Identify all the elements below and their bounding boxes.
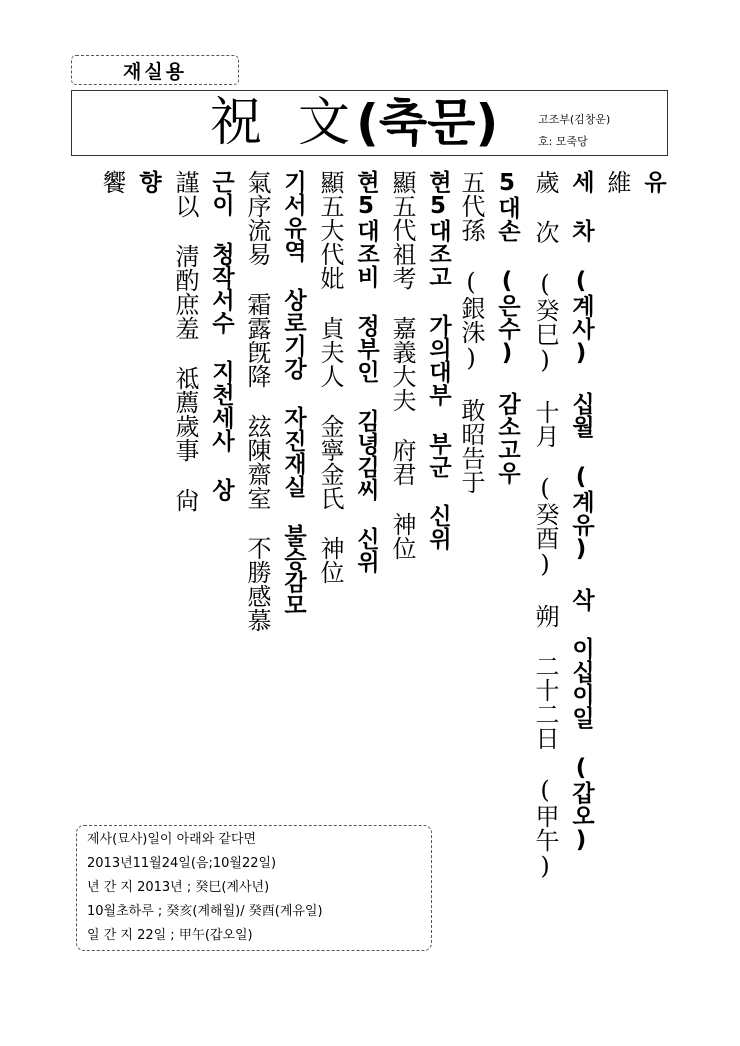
hanja-phrase: 謹以 [171,170,199,218]
korean-reading-column [204,170,238,501]
korean-reading-column [349,170,383,573]
title-hanja [210,93,350,153]
korean-phrase: 현5대조비 [353,170,379,288]
korean-phrase: 세 [568,170,594,193]
hanja-phrase: 尙 [171,488,199,512]
korean-phrase: 차 [568,219,594,242]
hanja-phrase: 神位 [388,512,416,560]
hanja-phrase: 金寧金氏 [316,414,344,510]
title-korean: (축문) [356,94,499,152]
hanja-phrase: (甲午) [531,776,559,880]
hanja-phrase: (癸酉) [531,474,559,578]
korean-phrase: (은수) [494,268,520,366]
korean-phrase: (갑오) [568,755,594,853]
hanja-phrase: 府君 [388,438,416,486]
korean-phrase: 신위 [353,527,379,573]
subtitle-pen-name: 호: 모죽당 [538,135,588,148]
korean-phrase: 감소고우 [494,392,520,484]
korean-phrase: 상 [208,478,234,501]
hanja-phrase: 次 [531,220,559,244]
korean-phrase: 자진재실 [280,406,306,498]
korean-phrase: 신위 [425,504,451,550]
korean-reading-column [636,170,670,193]
korean-phrase: (계유) [568,464,594,562]
korean-phrase: 유 [640,170,666,193]
korean-phrase: 삭 [568,588,594,611]
hanja-column [600,170,634,194]
hanja-column [168,170,202,512]
hanja-phrase: (癸巳) [531,270,559,374]
hanja-column [454,170,488,494]
hanja-phrase: 五代孫 [457,170,485,242]
hanja-phrase: 淸酌庶羞 [171,244,199,340]
date-notes [76,825,432,951]
hanja-phrase: 歲 [531,170,559,194]
korean-phrase: 향 [135,170,161,193]
korean-phrase: 청작서수 [208,242,234,334]
korean-reading-column [564,170,598,853]
hanja-phrase: 嘉義大夫 [388,316,416,412]
korean-phrase: 십월 [568,392,594,438]
hanja-phrase: 饗 [98,170,126,194]
korean-reading-column [276,170,310,616]
korean-reading-column [131,170,165,193]
hanja-phrase: 貞夫人 [316,316,344,388]
korean-phrase: 김녕김씨 [353,409,379,501]
korean-phrase: 이십이일 [568,637,594,729]
hanja-phrase: 十月 [531,400,559,448]
title-box [71,90,668,156]
korean-phrase: 불승감모 [280,524,306,616]
hanja-phrase: 二十二日 [531,654,559,750]
hanja-phrase: 顯五代祖考 [388,170,416,290]
title-hanja-char-1: 祝 [210,93,263,153]
hanja-phrase: (銀洙) [457,268,485,372]
note-line: 10월초하루 ; 癸亥(계해월)/ 癸酉(계유일) [87,904,323,919]
usage-label: 재실용 [71,55,239,85]
korean-phrase: 상로기강 [280,288,306,380]
korean-reading-column [490,170,524,484]
korean-reading-column [421,170,455,550]
subtitle-ancestor: 고조부(김창운) [538,113,611,126]
note-line: 일 간 지 22일 ; 甲午(갑오일) [87,928,253,943]
hanja-column [385,170,419,560]
note-line: 제사(묘사)일이 아래와 같다면 [87,832,257,847]
korean-phrase: 지천세사 [208,360,234,452]
korean-phrase: 기서유역 [280,170,306,262]
korean-phrase: 가의대부 [425,314,451,406]
korean-phrase: (계사) [568,268,594,366]
korean-phrase: 부군 [425,432,451,478]
hanja-phrase: 神位 [316,536,344,584]
korean-phrase: 현5대조고 [425,170,451,288]
hanja-phrase: 氣序流易 [243,170,271,266]
korean-phrase: 5대손 [494,170,520,242]
note-line: 년 간 지 2013년 ; 癸巳(계사년) [87,880,270,895]
hanja-column [95,170,129,194]
hanja-phrase: 顯五大代妣 [316,170,344,290]
hanja-phrase: 敢昭告于 [457,398,485,494]
hanja-phrase: 不勝感慕 [243,536,271,632]
hanja-phrase: 朔 [531,604,559,628]
note-line: 2013년11월24일(음;10월22일) [87,856,277,871]
korean-phrase: 근이 [208,170,234,216]
hanja-column [240,170,274,632]
hanja-column [528,170,562,880]
hanja-phrase: 祗薦歲事 [171,366,199,462]
hanja-phrase: 霜露旣降 [243,292,271,388]
hanja-phrase: 維 [603,170,631,194]
hanja-column [313,170,347,584]
hanja-phrase: 玆陳齋室 [243,414,271,510]
korean-phrase: 정부인 [353,314,379,383]
title-hanja-char-2: 文 [298,93,351,153]
